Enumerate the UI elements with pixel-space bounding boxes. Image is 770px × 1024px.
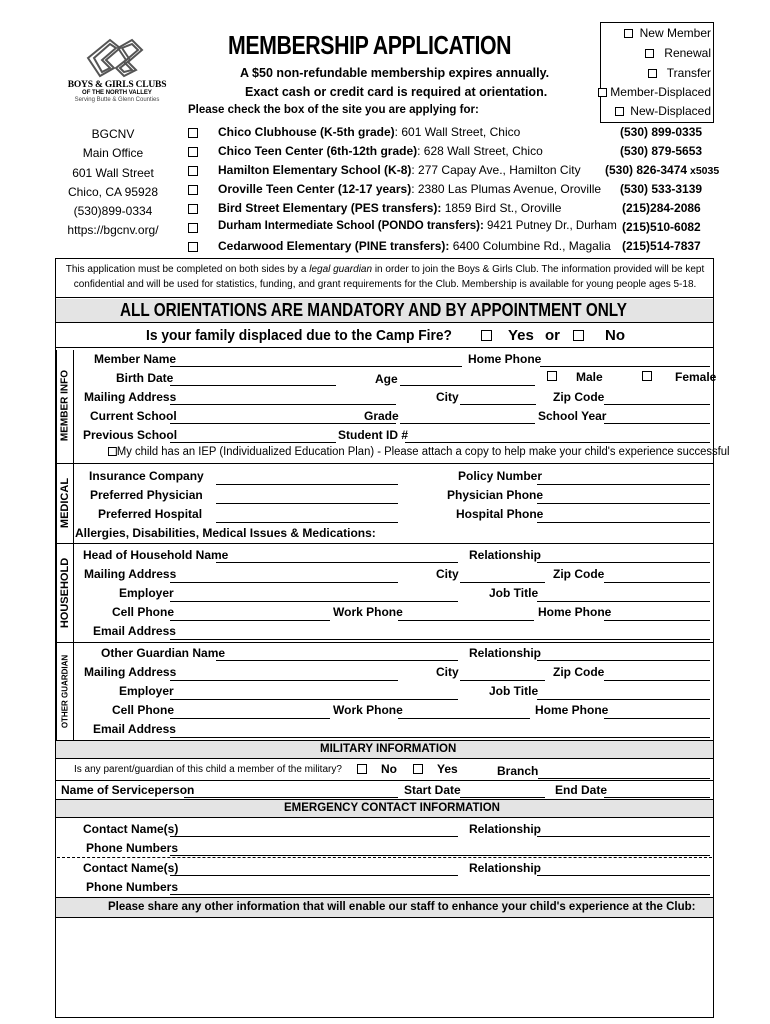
physician-field[interactable] <box>216 503 398 504</box>
emergency-relationship-label-1: Relationship <box>469 822 542 836</box>
household-job-field[interactable] <box>537 601 710 602</box>
emergency-contact-label-2: Contact Name(s) <box>83 861 179 875</box>
other-guardian-job-label: Job Title <box>489 684 539 698</box>
payment-note: Exact cash or credit card is required at orientation. <box>245 85 548 99</box>
start-date-label: Start Date <box>404 783 461 797</box>
start-date-field[interactable] <box>460 797 545 798</box>
physician-phone-field[interactable] <box>537 503 710 504</box>
mailing-address-label: Mailing Address <box>84 390 177 404</box>
checkbox-icon[interactable] <box>108 447 117 456</box>
emergency-relationship-field-2[interactable] <box>537 875 710 876</box>
military-question: Is any parent/guardian of this child a member of the military? <box>74 764 342 775</box>
emergency-contact-field-1[interactable] <box>170 836 458 837</box>
home-phone-label: Home Phone <box>468 352 542 366</box>
emergency-heading: EMERGENCY CONTACT INFORMATION <box>284 802 500 814</box>
household-home-field[interactable] <box>604 620 710 621</box>
birth-date-label: Birth Date <box>116 371 174 385</box>
emergency-phones-field-2[interactable] <box>170 894 710 895</box>
female-label: Female <box>675 370 717 384</box>
member-name-field[interactable] <box>170 366 462 367</box>
household-city-label: City <box>436 567 459 581</box>
legal-notice: This application must be completed on both sides by a legal guardian in order to join the Boys & Girls Club. The information provided will be kept confidential and will be used for statistics, funding, and grant requirements for the Club. Membership is available for young people ages 5-18. <box>65 264 705 290</box>
displaced-no-label: No <box>605 327 625 344</box>
grade-label: Grade <box>364 409 399 423</box>
checkbox-icon[interactable] <box>188 147 198 157</box>
hospital-field[interactable] <box>216 522 398 523</box>
emergency-contact-label-1: Contact Name(s) <box>83 822 179 836</box>
logo-line3: Serving Butte & Glenn Counties <box>74 97 160 103</box>
household-zip-label: Zip Code <box>553 567 605 581</box>
displaced-or-label: or <box>545 327 560 344</box>
household-employer-label: Employer <box>119 586 174 600</box>
household-email-field[interactable] <box>170 639 710 640</box>
military-no-label: No <box>381 762 397 776</box>
insurance-label: Insurance Company <box>89 469 204 483</box>
insurance-field[interactable] <box>216 484 398 485</box>
city-label: City <box>436 390 459 404</box>
emergency-phones-label-2: Phone Numbers <box>86 880 179 894</box>
medical-side-label: MEDICAL <box>59 477 71 529</box>
household-cell-field[interactable] <box>170 620 330 621</box>
current-school-label: Current School <box>90 409 177 423</box>
military-yes-checkbox[interactable] <box>413 764 423 774</box>
dashed-divider <box>57 857 712 858</box>
household-cell-label: Cell Phone <box>112 605 175 619</box>
other-guardian-home-label: Home Phone <box>535 703 609 717</box>
household-job-label: Job Title <box>489 586 539 600</box>
checkbox-icon[interactable] <box>188 223 198 233</box>
site-row[interactable]: Chico Clubhouse (K-5th grade): 601 Wall Street, Chico (530) 899-0335 <box>0 125 770 144</box>
member-name-label: Member Name <box>94 352 177 366</box>
status-renewal[interactable]: Renewal <box>645 46 711 60</box>
other-guardian-work-field[interactable] <box>398 718 530 719</box>
city-field[interactable] <box>460 404 536 405</box>
other-guardian-cell-label: Cell Phone <box>112 703 175 717</box>
household-employer-field[interactable] <box>170 601 458 602</box>
fee-note: A $50 non-refundable membership expires annually. <box>240 66 550 80</box>
end-date-field[interactable] <box>604 797 710 798</box>
site-row[interactable]: Bird Street Elementary (PES transfers): 1859 Bird St., Oroville (215)284-2086 <box>0 201 770 220</box>
head-of-household-field[interactable] <box>216 562 458 563</box>
age-field[interactable] <box>400 385 535 386</box>
other-guardian-name-label: Other Guardian Name <box>101 646 226 660</box>
checkbox-icon[interactable] <box>648 69 657 78</box>
female-checkbox[interactable] <box>642 371 652 381</box>
household-home-label: Home Phone <box>538 605 612 619</box>
checkbox-icon[interactable] <box>624 29 633 38</box>
other-guardian-email-label: Email Address <box>93 722 176 736</box>
status-transfer[interactable]: Transfer <box>648 66 711 80</box>
status-new-member[interactable]: New Member <box>624 26 711 40</box>
household-relationship-field[interactable] <box>537 562 710 563</box>
household-city-field[interactable] <box>460 582 545 583</box>
other-guardian-mailing-label: Mailing Address <box>84 665 177 679</box>
checkbox-icon[interactable] <box>188 128 198 138</box>
site-row[interactable]: Cedarwood Elementary (PINE transfers): 6400 Columbine Rd., Magalia (215)514-7837 <box>0 239 770 258</box>
share-textarea[interactable] <box>56 919 713 1017</box>
household-mailing-label: Mailing Address <box>84 567 177 581</box>
site-row[interactable]: Durham Intermediate School (PONDO transfers): 9421 Putney Dr., Durham (215)510-6082 <box>0 220 770 239</box>
male-label: Male <box>576 370 603 384</box>
emergency-phones-label-1: Phone Numbers <box>86 841 179 855</box>
end-date-label: End Date <box>555 783 608 797</box>
orientation-heading: ALL ORIENTATIONS ARE MANDATORY AND BY APPOINTMENT ONLY <box>120 300 627 320</box>
household-side-label: HOUSEHOLD <box>59 557 71 629</box>
checkbox-icon[interactable] <box>188 166 198 176</box>
age-label: Age <box>375 372 398 386</box>
birth-date-field[interactable] <box>170 385 336 386</box>
household-work-field[interactable] <box>398 620 534 621</box>
military-heading: MILITARY INFORMATION <box>320 743 457 755</box>
physician-phone-label: Physician Phone <box>447 488 544 502</box>
site-instructions: Please check the box of the site you are applying for: <box>188 104 479 116</box>
checkbox-icon[interactable] <box>188 242 198 252</box>
office-url[interactable]: https://bgcnv.org/ <box>67 223 159 238</box>
office-name: BGCNV <box>91 127 135 141</box>
zip-field[interactable] <box>604 404 710 405</box>
hospital-phone-field[interactable] <box>537 522 710 523</box>
emergency-contact-field-2[interactable] <box>170 875 458 876</box>
head-of-household-label: Head of Household Name <box>83 548 229 562</box>
other-guardian-work-label: Work Phone <box>333 703 403 717</box>
military-yes-label: Yes <box>437 762 458 776</box>
school-year-label: School Year <box>538 409 607 423</box>
checkbox-icon[interactable] <box>188 185 198 195</box>
household-work-label: Work Phone <box>333 605 403 619</box>
other-guardian-side-label: OTHER GUARDIAN <box>60 654 70 729</box>
zip-label: Zip Code <box>553 390 605 404</box>
grade-field[interactable] <box>400 423 535 424</box>
logo-line2: OF THE NORTH VALLEY <box>82 90 152 96</box>
other-guardian-relationship-field[interactable] <box>537 660 710 661</box>
previous-school-field[interactable] <box>170 442 336 443</box>
displaced-no-checkbox[interactable] <box>573 330 584 341</box>
other-guardian-employer-label: Employer <box>119 684 174 698</box>
site-row[interactable]: Oroville Teen Center (12-17 years): 2380 Las Plumas Avenue, Oroville (530) 533-3139 <box>0 182 770 201</box>
office-label: Main Office <box>82 146 144 161</box>
other-guardian-job-field[interactable] <box>537 699 710 700</box>
office-street: 601 Wall Street <box>72 165 154 180</box>
checkbox-icon[interactable] <box>645 49 654 58</box>
displaced-question: Is your family displaced due to the Camp Fire? <box>146 327 452 344</box>
site-row[interactable]: Hamilton Elementary School (K-8): 277 Capay Ave., Hamilton City (530) 826-3474 x5035 <box>0 163 770 182</box>
hospital-phone-label: Hospital Phone <box>456 507 544 521</box>
checkbox-icon[interactable] <box>615 107 624 116</box>
previous-school-label: Previous School <box>83 428 178 442</box>
household-relationship-label: Relationship <box>469 548 542 562</box>
other-guardian-city-label: City <box>436 665 459 679</box>
other-guardian-home-field[interactable] <box>604 718 710 719</box>
status-member-displaced[interactable]: Member-Displaced <box>598 85 711 99</box>
home-phone-field[interactable] <box>540 366 710 367</box>
other-guardian-zip-field[interactable] <box>604 680 710 681</box>
checkbox-icon[interactable] <box>188 204 198 214</box>
office-city: Chico, CA 95928 <box>67 184 159 199</box>
boys-girls-club-logo-icon <box>80 36 150 78</box>
site-row[interactable]: Chico Teen Center (6th-12th grade): 628 Wall Street, Chico (530) 879-5653 <box>0 144 770 163</box>
household-zip-field[interactable] <box>604 582 710 583</box>
displaced-yes-checkbox[interactable] <box>481 330 492 341</box>
office-phone: (530)899-0334 <box>73 204 153 219</box>
military-no-checkbox[interactable] <box>357 764 367 774</box>
emergency-relationship-label-2: Relationship <box>469 861 542 875</box>
share-heading: Please share any other information that will enable our staff to enhance your child's experience at the Club: <box>108 901 696 913</box>
emergency-relationship-field-1[interactable] <box>537 836 710 837</box>
other-guardian-relationship-label: Relationship <box>469 646 542 660</box>
school-year-field[interactable] <box>604 423 710 424</box>
policy-field[interactable] <box>537 484 710 485</box>
other-guardian-name-field[interactable] <box>216 660 458 661</box>
hospital-label: Preferred Hospital <box>98 507 203 521</box>
logo <box>58 36 176 106</box>
male-checkbox[interactable] <box>547 371 557 381</box>
displaced-yes-label: Yes <box>508 327 534 344</box>
physician-label: Preferred Physician <box>90 488 203 502</box>
logo-line1: BOYS & GIRLS CLUBS <box>67 80 167 90</box>
household-email-label: Email Address <box>93 624 176 638</box>
page-title: MEMBERSHIP APPLICATION <box>228 30 512 60</box>
branch-field[interactable] <box>538 778 710 779</box>
other-guardian-mailing-field[interactable] <box>170 680 398 681</box>
allergies-label: Allergies, Disabilities, Medical Issues & Medications: <box>75 526 376 540</box>
emergency-phones-field-1[interactable] <box>170 855 710 856</box>
status-new-displaced[interactable]: New-Displaced <box>615 104 711 118</box>
other-guardian-email-field[interactable] <box>170 737 710 738</box>
member-info-side-label: MEMBER INFO <box>59 369 71 442</box>
student-id-label: Student ID # <box>338 428 409 442</box>
branch-label: Branch <box>497 764 539 778</box>
other-guardian-employer-field[interactable] <box>170 699 458 700</box>
serviceperson-label: Name of Serviceperson <box>61 783 195 797</box>
other-guardian-zip-label: Zip Code <box>553 665 605 679</box>
checkbox-icon[interactable] <box>598 88 607 97</box>
household-mailing-field[interactable] <box>170 582 398 583</box>
student-id-field[interactable] <box>405 442 710 443</box>
current-school-field[interactable] <box>170 423 396 424</box>
other-guardian-city-field[interactable] <box>460 680 545 681</box>
iep-row[interactable]: My child has an IEP (Individualized Education Plan) - Please attach a copy to help make your child's experience successful <box>108 446 730 458</box>
mailing-address-field[interactable] <box>170 404 396 405</box>
other-guardian-cell-field[interactable] <box>170 718 330 719</box>
membership-status-box <box>600 22 714 123</box>
policy-label: Policy Number <box>458 469 543 483</box>
serviceperson-field[interactable] <box>184 797 398 798</box>
